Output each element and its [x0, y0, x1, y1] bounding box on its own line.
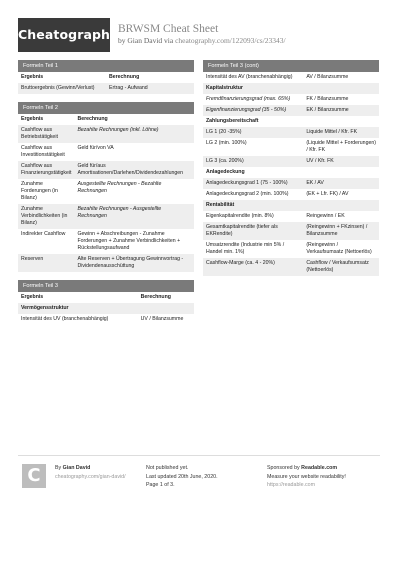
column-header: Berechnung [77, 116, 108, 122]
cell-berechnung: (EK + Lfr. FK) / AV [306, 191, 349, 197]
cheatography-avatar-icon: C [22, 464, 46, 488]
table-row [18, 229, 194, 254]
sponsor-tagline: Measure your website readability! [267, 473, 346, 480]
cell-ergebnis: LG 3 (ca. 200%) [203, 156, 303, 167]
cell-berechnung: Reingewinn / EK [306, 213, 345, 219]
sponsor-link[interactable]: Readable.com [301, 465, 338, 471]
cell-berechnung: Liquide Mittel / Kfr. FK [303, 127, 379, 138]
subheading-row [203, 116, 379, 127]
cell-ergebnis: Anlagedeckungsgrad 2 (min. 100%) [206, 191, 289, 197]
table-row [18, 143, 194, 161]
table-row [18, 83, 194, 94]
cell-berechnung: Cashflow / Verkaufsumsatz (Nettoerlös) [303, 258, 379, 276]
cell-ergebnis: Cashflow-Marge (ca. 4 - 20%) [203, 258, 303, 276]
cell-ergebnis: LG 2 (min. 100%) [206, 140, 247, 146]
byline-via: via [164, 36, 174, 45]
subheading: Vermögensstruktur [18, 303, 194, 314]
table-row [18, 314, 194, 325]
last-updated: Last updated 20th June, 2020. [146, 473, 218, 480]
footer-sponsor-block [267, 464, 346, 490]
page-number: Page 1 of 3. [146, 482, 175, 488]
section-teil3-cont [203, 60, 379, 276]
byline-prefix: by [118, 36, 126, 45]
cell-berechnung: (Liquide Mittel + Forderungen) / Kfr. FK [306, 140, 376, 153]
cell-berechnung: Bezahlte Rechnungen (inkl. Löhne) [74, 125, 194, 143]
column-header: Berechnung [109, 74, 140, 80]
table-row [203, 94, 379, 105]
cell-berechnung: Bezahlte Rechnungen - Ausgestellte Rechnungen [74, 204, 194, 229]
page-title: BRWSM Cheat Sheet [118, 23, 219, 35]
cell-berechnung: (Reingewinn / Verkaufsumsatz (Nettoerlös) [306, 242, 372, 255]
right-column [203, 60, 379, 284]
left-column [18, 60, 194, 333]
author-link[interactable]: Gian David [127, 36, 163, 45]
table-row [18, 204, 194, 229]
sponsor-url[interactable]: https://readable.com [267, 482, 315, 488]
table-header-row [18, 292, 194, 303]
cell-berechnung: FK / Bilanzsumme [306, 96, 349, 102]
cell-berechnung: Geld für/aus Amortisationen/Darlehen/Dividendezahlungen [74, 161, 194, 179]
subheading: Rentabilität [203, 200, 379, 211]
formula-table [203, 72, 379, 276]
column-header: Ergebnis [21, 294, 44, 300]
cell-ergebnis: Eigenkapitalrendite (min. 8%) [206, 213, 274, 219]
table-row [18, 125, 194, 143]
table-row [203, 211, 379, 222]
cell-ergebnis: Indirekter Cashflow [21, 231, 66, 237]
footer-author-block [55, 464, 126, 481]
subheading: Anlagedeckung [206, 169, 245, 175]
cell-berechnung: EK / AV [303, 178, 379, 189]
cell-berechnung: Ertrag - Aufwand [106, 83, 194, 94]
table-row [203, 178, 379, 189]
cell-berechnung: Gewinn + Abschreibungen - Zunahme Forderungen + Zunahme Verbindlichkeiten + Rückstellungsaufwand [77, 231, 181, 251]
cell-berechnung: UV / Bilanzsumme [140, 316, 184, 322]
table-header-row [18, 72, 194, 83]
cell-ergebnis: Cashflow aus Finanzierungstätigkeit [18, 161, 74, 179]
subheading-row [203, 83, 379, 94]
cell-berechnung: EK / Bilanzsumme [303, 105, 379, 116]
byline [118, 36, 286, 45]
formula-table [18, 72, 194, 94]
section-title: Formeln Teil 2 [18, 102, 194, 114]
cell-ergebnis: Cashflow aus Investitionstätigkeit [21, 145, 65, 158]
cell-ergebnis: Fremdfinanzierungsgrad (max. 65%) [206, 96, 291, 102]
table-row [203, 258, 379, 276]
section-teil1 [18, 60, 194, 94]
table-row [203, 189, 379, 200]
cell-ergebnis: Eigenfinanzierungsgrad (35 - 50%) [203, 105, 303, 116]
cell-berechnung: Ausgestellte Rechnungen - Bezahlte Rechnungen [77, 181, 162, 194]
table-row [203, 240, 379, 258]
sponsor-line [267, 464, 346, 473]
formula-table [18, 114, 194, 272]
table-header-row [18, 114, 194, 125]
cell-berechnung: (Reingewinn + FKzinsen) / Bilanzsumme [303, 222, 379, 240]
table-row [18, 179, 194, 204]
subheading-row [203, 167, 379, 178]
cell-ergebnis: Bruttoergebnis (Gewinn/Verlust) [18, 83, 106, 94]
cell-ergebnis: Anlagedeckungsgrad 1 (75 - 100%) [203, 178, 303, 189]
published-status: Not published yet. [146, 465, 189, 471]
footer-author-url[interactable]: cheatography.com/gian-david/ [55, 473, 126, 480]
section-teil3 [18, 280, 194, 325]
column-header: Ergebnis [21, 74, 44, 80]
cell-ergebnis: Intensität des UV (branchenabhängig) [21, 316, 109, 322]
table-row [203, 105, 379, 116]
cell-berechnung: Geld für/von VA [77, 145, 114, 151]
cell-ergebnis: Zunahme Verbindlichkeiten (in Bilanz) [18, 204, 74, 229]
cell-ergebnis: Intensität des AV (branchenabhängig) [206, 74, 293, 80]
section-title: Formeln Teil 3 (cont) [203, 60, 379, 72]
cell-ergebnis: Reserven [18, 254, 74, 272]
table-row [18, 161, 194, 179]
subheading: Zahlungsbereitschaft [206, 118, 259, 124]
cell-ergebnis: Zunahme Forderungen (in Bilanz) [21, 181, 58, 201]
subheading: Kapitalstruktur [203, 83, 379, 94]
table-row [203, 138, 379, 156]
section-title: Formeln Teil 1 [18, 60, 194, 72]
cheatography-logo[interactable]: Cheatography [18, 18, 110, 52]
formula-table [18, 292, 194, 325]
sponsor-prefix: Sponsored by [267, 465, 300, 471]
table-row [203, 156, 379, 167]
section-title: Formeln Teil 3 [18, 280, 194, 292]
page-footer [18, 455, 380, 515]
sheet-url-link[interactable]: cheatography.com/122093/cs/23343/ [175, 36, 286, 45]
subheading-row [18, 303, 194, 314]
footer-by-label: By [55, 465, 62, 471]
cell-ergebnis: Umsatzrendite (Industrie min 5% / Handel min. 1%) [206, 242, 285, 255]
page-header [0, 0, 400, 56]
table-row [203, 222, 379, 240]
cell-ergebnis: LG 1 (20 -35%) [203, 127, 303, 138]
column-header: Ergebnis [21, 116, 44, 122]
footer-author-line [55, 464, 126, 473]
cell-ergebnis: Gesamtkapitalrendite (tiefer als EKRendite) [203, 222, 303, 240]
table-row [203, 127, 379, 138]
subheading-row [203, 200, 379, 211]
section-teil2 [18, 102, 194, 272]
footer-publish-block [146, 464, 218, 490]
table-row [203, 72, 379, 83]
cell-ergebnis: Cashflow aus Betriebstätigkeit [18, 125, 74, 143]
table-row [18, 254, 194, 272]
footer-author-link[interactable]: Gian David [62, 465, 91, 471]
cell-berechnung: AV / Bilanzsumme [306, 74, 349, 80]
cell-berechnung: Alte Reserven + Übertragung Gewinnvortrag - Dividendenausschüttung [74, 254, 194, 272]
cell-berechnung: UV / Kfr. FK [303, 156, 379, 167]
column-header: Berechnung [140, 294, 171, 300]
